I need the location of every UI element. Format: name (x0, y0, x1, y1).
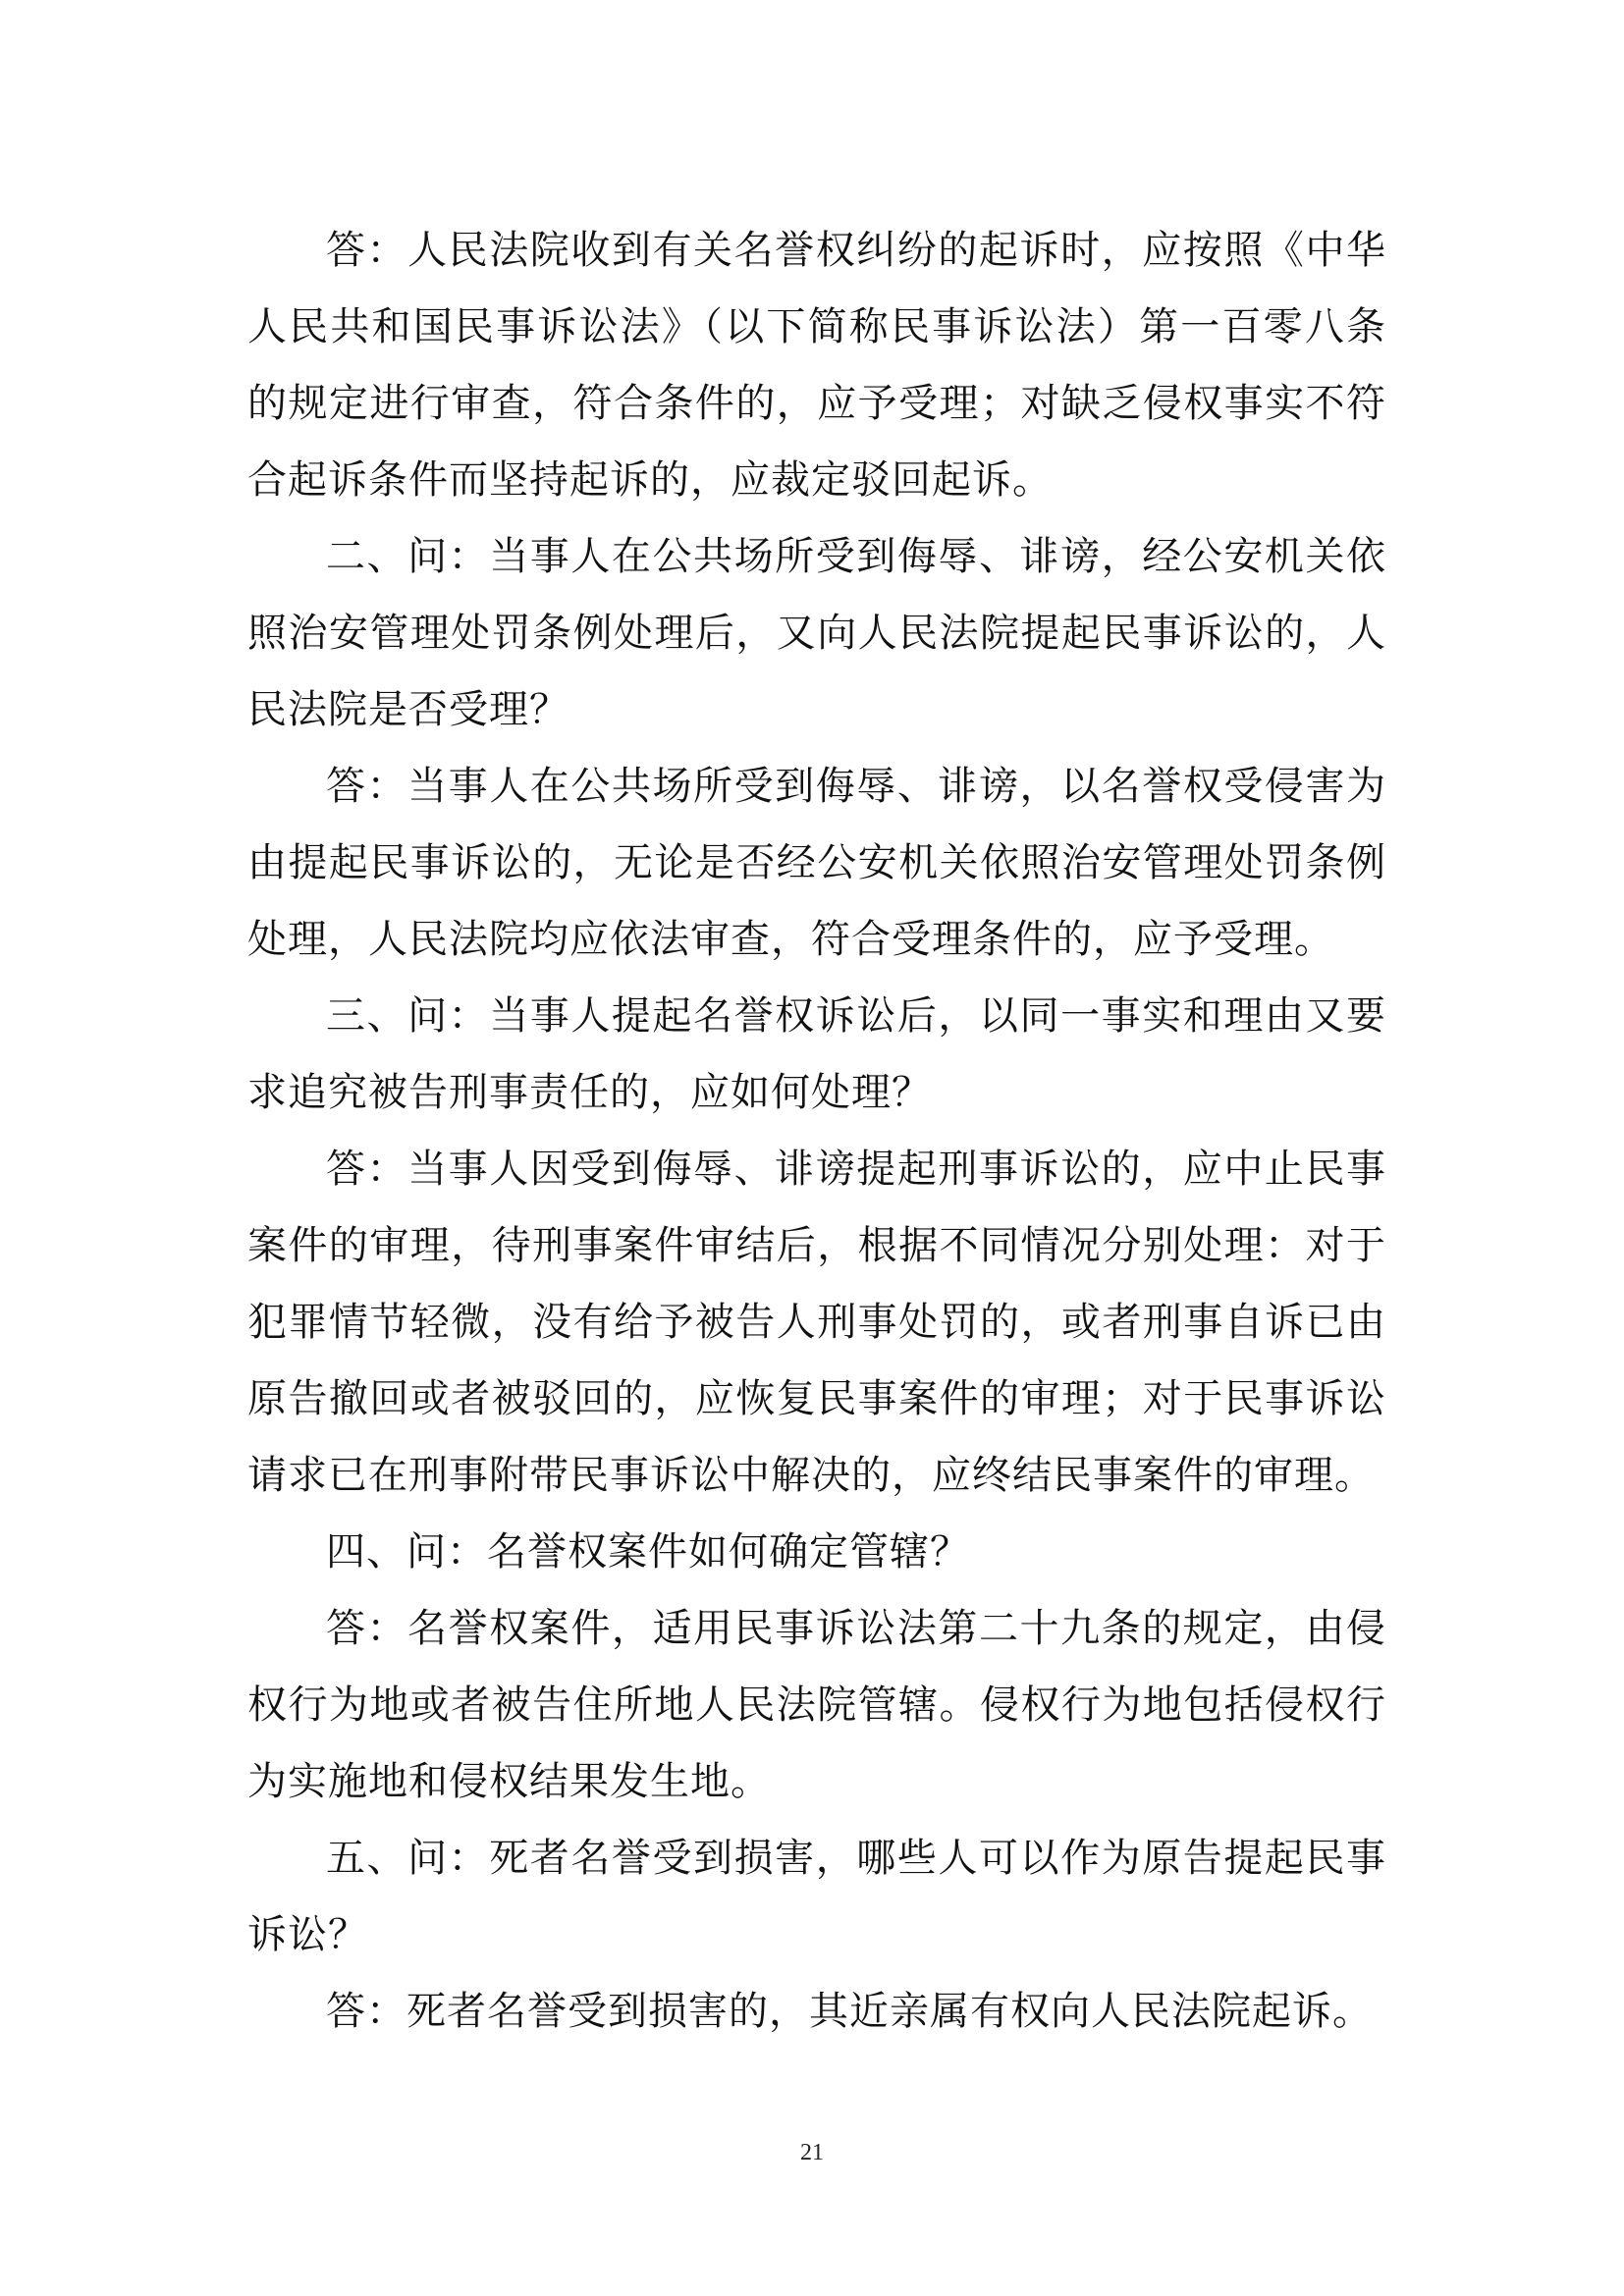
answer-paragraph-5: 答：死者名誉受到损害的，其近亲属有权向人民法院起诉。 (326, 1989, 1373, 2034)
question-paragraph-3: 三、问：当事人提起名誉权诉讼后，以同一事实和理由又要求追究被告刑事责任的，应如何处理？ (247, 993, 1386, 1115)
answer-paragraph-2: 答：当事人在公共场所受到侮辱、诽谤，以名誉权受侵害为由提起民事诉讼的，无论是否经公安机关依照治安管理处罚条例处理，人民法院均应依法审查，符合受理条件的，应予受理。 (247, 764, 1386, 962)
page-number: 21 (800, 2140, 824, 2165)
question-paragraph-2: 二、问：当事人在公共场所受到侮辱、诽谤，经公安机关依照治安管理处罚条例处理后，又向人民法院提起民事诉讼的，人民法院是否受理？ (247, 534, 1386, 732)
answer-paragraph-4: 答：名誉权案件，适用民事诉讼法第二十九条的规定，由侵权行为地或者被告住所地人民法院管辖。侵权行为地包括侵权行为实施地和侵权结果发生地。 (247, 1606, 1386, 1804)
answer-paragraph-3: 答：当事人因受到侮辱、诽谤提起刑事诉讼的，应中止民事案件的审理，待刑事案件审结后，根据不同情况分别处理：对于犯罪情节轻微，没有给予被告人刑事处罚的，或者刑事自诉已由原告撤回或者被驳回的，应恢复民事案件的审理；对于民事诉讼请求已在刑事附带民事诉讼中解决的，应终结民事案件的审理。 (247, 1147, 1386, 1498)
question-paragraph-4: 四、问：名誉权案件如何确定管辖？ (326, 1529, 970, 1575)
answer-paragraph-1: 答：人民法院收到有关名誉权纠纷的起诉时，应按照《中华人民共和国民事诉讼法》（以下简称民事诉讼法）第一百零八条的规定进行审查，符合条件的，应予受理；对缺乏侵权事实不符合起诉条件而坚持起诉的，应裁定驳回起诉。 (247, 228, 1386, 503)
question-paragraph-5: 五、问：死者名誉受到损害，哪些人可以作为原告提起民事诉讼？ (247, 1836, 1386, 1957)
document-body (247, 212, 1386, 2050)
